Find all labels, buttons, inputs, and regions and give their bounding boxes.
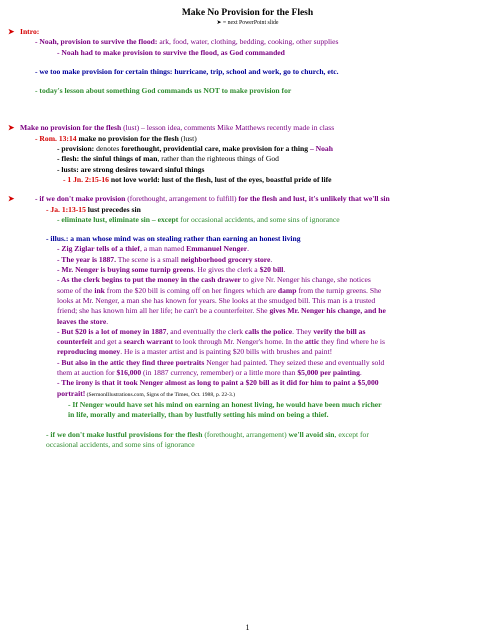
- turnip-greens-line: - Mr. Nenger is buying some turnip greens. He gives the clerk a $20 bill.: [57, 265, 286, 275]
- conclusion-paragraph: - if we don't make lustful provisions for the flesh (forethought, arrangement) we'll avoid sin, except for occasional accidents, and some sins of ignorance: [46, 429, 369, 449]
- year-line: - The year is 1887. The scene is a small neighborhood grocery store.: [57, 254, 273, 264]
- police-paragraph: - But $20 is a lot of money in 1887, and eventually the clerk calls the police. They verify the bill as counterfeit and get a search warrant to look through Mr. Nenger's home. In the attic they find where he is reproducing money. He is a master artist and is painting $20 bills with brushes and paint!: [57, 326, 385, 357]
- slide-arrow-icon: ➤: [8, 27, 15, 36]
- eliminate-lust-line: - eliminate lust, eliminate sin – except for occasional accidents, and some sins of ignorance: [57, 214, 340, 224]
- document-body: [0, 27, 495, 450]
- intro-we-provide-line: - we too make provision for certain things: hurricane, trip, school and work, go to church, etc.: [35, 66, 339, 76]
- lusts-definition-line: - lusts: are strong desires toward sinful things: [57, 164, 205, 174]
- intro-heading-line: [0, 27, 495, 37]
- intro-noah-line: - Noah, provision to survive the flood: ark, food, water, clothing, bedding, cooking, other supplies: [35, 37, 339, 47]
- slide-arrow-icon: ➤: [8, 123, 15, 133]
- slide-arrow-icon: ➤: [8, 194, 15, 204]
- rom-13-14-line: - Rom. 13:14 make no provision for the flesh (lust): [35, 133, 197, 143]
- intro-noah-command-line: - Noah had to make provision to survive the flood, as God commanded: [57, 47, 285, 57]
- 1jn-2-15-line: - 1 Jn. 2:15-16 not love world: lust of the flesh, lust of the eyes, boastful pride of life: [63, 174, 332, 184]
- slide-marker-legend: ➤ = next PowerPoint slide: [216, 20, 279, 26]
- portraits-paragraph: - But also in the attic they find three portraits Nenger had painted. They seized these and eventually sold them at auction for $16,000 (in 1887 currency, remember) or a little more than $5,000 per painting.: [57, 357, 385, 378]
- illustration-heading: - illus.: a man whose mind was on stealing rather than earning an honest living: [46, 234, 301, 244]
- no-provision-line: ➤ - if we don't make provision (forethought, arrangement to fulfill) for the flesh and lust, it's unlikely that we'll sin: [8, 194, 390, 204]
- honest-living-paragraph: - If Nenger would have set his mind on earning an honest living, he would have been much richer in life, morally and materially, than by lustfully setting his mind on being a thief.: [68, 399, 382, 420]
- ja-1-13-line: - Ja. 1:13-15 lust precedes sin: [46, 204, 141, 214]
- section-provision-heading: ➤ Make no provision for the flesh (lust) – lesson idea, comments Mike Matthews recently made in class: [8, 123, 335, 133]
- page-number: 1: [245, 623, 250, 632]
- irony-paragraph: - The irony is that it took Nenger almost as long to paint a $20 bill as it did for him to paint a $5,000 portrait! (SermonIllustrations.com, Signs of the Times, Oct. 1988, p. 22-3.): [57, 378, 379, 398]
- page-title: Make No Provision for the Flesh: [181, 8, 314, 18]
- provision-definition-line: - provision: denotes forethought, providential care, make provision for a thing – Noah: [57, 144, 333, 154]
- flesh-definition-line: - flesh: the sinful things of man, rather than the righteous things of God: [57, 154, 279, 164]
- intro-heading: Intro:: [20, 27, 40, 36]
- intro-today-line: - today's lesson about something God commands us NOT to make provision for: [35, 86, 292, 96]
- cash-drawer-paragraph: - As the clerk begins to put the money in the cash drawer to give Nr. Nenger his change, she notices some of the ink from the $20 bill is coming off on her fingers which are damp from the turnip greens. She looks at Mr. Nenger, a man she has known for years. She looks at the smudged bill. This man is a trusted friend; she has known him all her life; he can't be a counterfeiter. She gives Mr. Nenger his change, and he leaves the store.: [57, 275, 386, 326]
- zig-ziglar-line: - Zig Ziglar tells of a thief, a man named Emmanuel Nenger.: [57, 244, 250, 254]
